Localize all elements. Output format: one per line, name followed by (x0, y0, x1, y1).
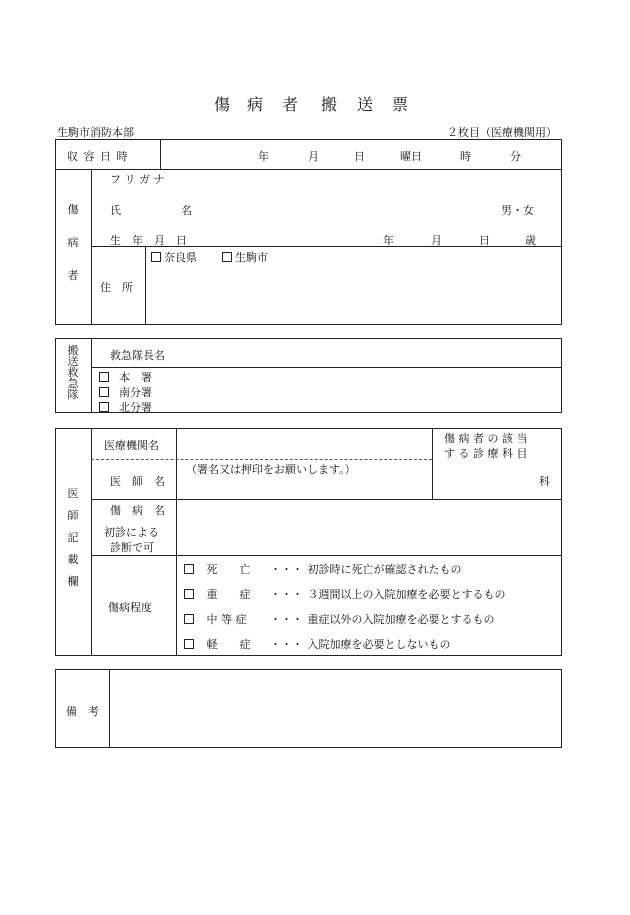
patient-side-label: 傷 病 者 (67, 203, 79, 282)
severity-option[interactable]: 重 症 ・・・ ３週間以上の入院加療を必要とするもの (184, 586, 506, 602)
checkbox-icon[interactable] (151, 252, 161, 262)
birth-date-label: 生 年 月 日 (110, 234, 187, 247)
name-label-2: 名 (181, 204, 192, 217)
diagnosis-sub2: 診断で可 (110, 541, 154, 554)
diagnosis-label: 傷 病 名 (110, 504, 165, 517)
age-label: 歳 (525, 234, 536, 247)
title-char: 搬 (321, 95, 338, 114)
doctor-name-label: 医 師 名 (110, 475, 165, 488)
severity-option[interactable]: 中 等 症 ・・・ 重症以外の入院加療を必要とするもの (184, 611, 495, 627)
receipt-datetime-label: 収 容 日 時 (67, 150, 129, 163)
checkbox-icon[interactable] (99, 387, 109, 397)
station-main-checkbox[interactable]: 本 署 (99, 369, 152, 385)
birth-year: 年 (383, 234, 394, 247)
gender-field[interactable]: 男・女 (501, 204, 534, 217)
checkbox-icon[interactable] (184, 639, 194, 649)
organization-name: 生駒市消防本部 (57, 126, 134, 139)
birth-day: 日 (479, 234, 490, 247)
signature-note: （署名又は押印をお願いします。） (186, 463, 356, 476)
copy-label: ２枚目（医療機関用） (447, 126, 557, 139)
checkbox-icon[interactable] (184, 589, 194, 599)
title-char: 傷 (214, 95, 231, 114)
dept-note-line2: す る 診 療 科 目 (444, 447, 528, 460)
diagnosis-sub1: 初診による (104, 526, 159, 539)
station-south-checkbox[interactable]: 南分署 (99, 384, 152, 400)
institution-name-label: 医療機関名 (104, 439, 159, 452)
address-label: 住 所 (100, 281, 133, 294)
checkbox-icon[interactable] (99, 402, 109, 412)
receipt-hour: 時 (460, 150, 471, 163)
title-char: 病 (247, 95, 264, 114)
captain-name-label: 救急隊長名 (110, 349, 165, 362)
doctor-side-label: 医 師 記 載 欄 (67, 487, 79, 588)
title-char: 票 (392, 95, 409, 114)
checkbox-icon[interactable] (184, 564, 194, 574)
remarks-label: 備 考 (66, 705, 99, 718)
severity-option[interactable]: 軽 症 ・・・ 入院加療を必要としないもの (184, 636, 451, 652)
ambulance-side-label: 搬 送 救 急 隊 (67, 344, 79, 401)
dept-note-line1: 傷 病 者 の 該 当 (444, 432, 528, 445)
city-checkbox[interactable]: 生駒市 (222, 249, 268, 265)
station-north-checkbox[interactable]: 北分署 (99, 399, 152, 415)
receipt-minute: 分 (510, 150, 521, 163)
furigana-label: フ リ ガ ナ (110, 173, 165, 186)
receipt-month: 月 (308, 150, 319, 163)
title-char: 送 (357, 95, 374, 114)
remarks-field[interactable] (112, 672, 558, 745)
severity-option[interactable]: 死 亡 ・・・ 初診時に死亡が確認されたもの (184, 561, 462, 577)
receipt-year: 年 (258, 150, 269, 163)
checkbox-icon[interactable] (99, 372, 109, 382)
receipt-weekday: 曜日 (400, 150, 422, 163)
receipt-day: 日 (354, 150, 365, 163)
birth-month: 月 (431, 234, 442, 247)
title-char: 者 (282, 95, 299, 114)
pref-checkbox[interactable]: 奈良県 (151, 249, 197, 265)
name-label-1: 氏 (110, 204, 121, 217)
dept-suffix: 科 (539, 475, 550, 488)
checkbox-icon[interactable] (222, 252, 232, 262)
checkbox-icon[interactable] (184, 614, 194, 624)
severity-label: 傷病程度 (108, 601, 152, 614)
